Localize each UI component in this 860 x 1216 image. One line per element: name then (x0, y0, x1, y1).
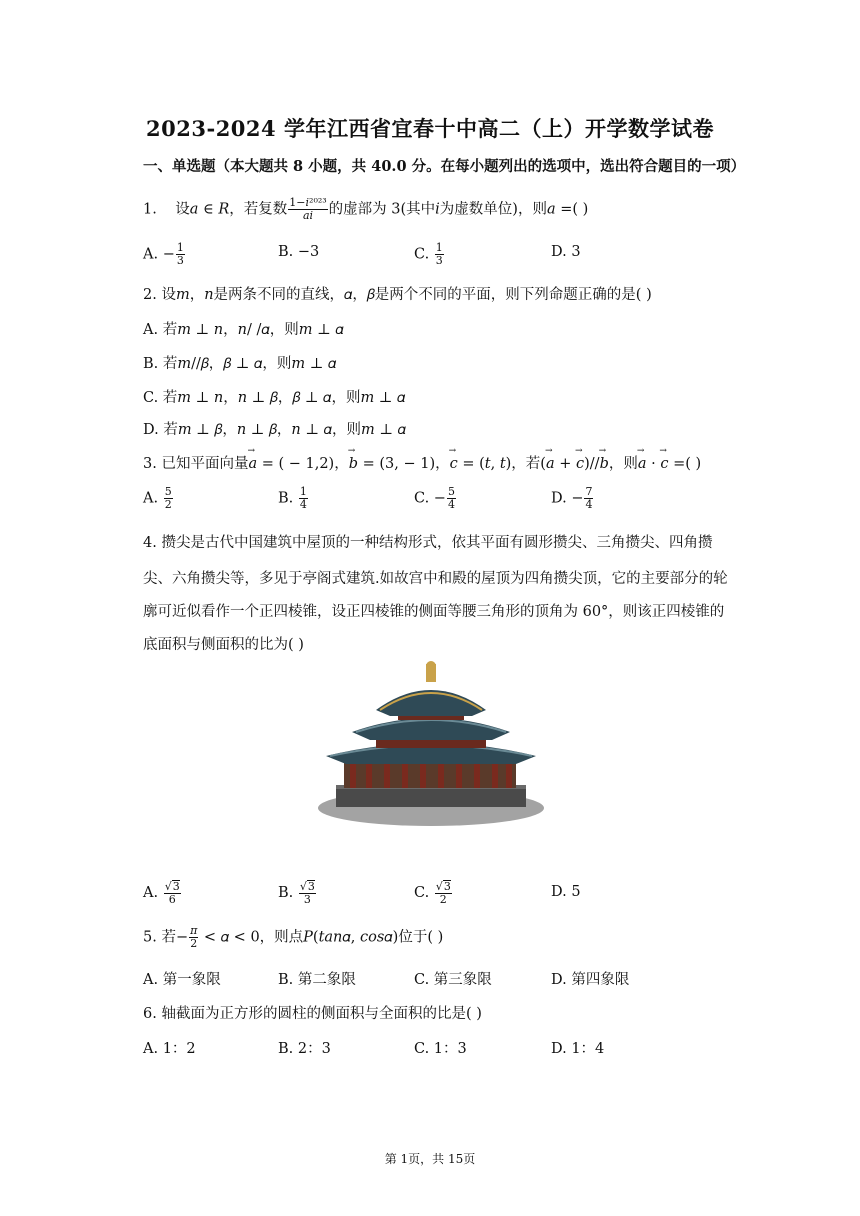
page-title: 2023-2024 学年江西省宜春十中高二（上）开学数学试卷 (146, 116, 714, 141)
question-4-line-3: 廓可近似看作一个正四棱锥，设正四棱锥的侧面等腰三角形的顶角为 60°，则该正四棱锥的 (143, 604, 725, 620)
question-1-stem: 1. 设𝑎 ∈ 𝑅，若复数 $\frac{\text{1−𝑖²⁰²³}}{\text{𝑎𝑖}}$ 的虚部为 3(其中𝑖为虚数单位)，则𝑎 =( ) (143, 196, 589, 222)
q4-option-a: A. $\frac{√3}{6}$ (143, 880, 180, 906)
pavilion-image (316, 660, 546, 832)
q2-option-b: B. 若𝑚//𝛽，𝛽 ⊥ 𝛼，则𝑚 ⊥ 𝛼 (143, 356, 337, 372)
question-4-line-2: 尖、六角攒尖等，多见于亭阁式建筑.如故宫中和殿的屋顶为四角攒尖顶，它的主要部分的轮 (143, 571, 728, 587)
question-6-stem: 6. 轴截面为正方形的圆柱的侧面积与全面积的比是( ) (143, 1006, 482, 1022)
q6-option-a: A. 1：2 (143, 1041, 196, 1057)
q2-option-c: C. 若𝑚 ⊥ 𝑛，𝑛 ⊥ 𝛽，𝛽 ⊥ 𝛼，则𝑚 ⊥ 𝛼 (143, 390, 406, 406)
question-3-stem: 3. 已知平面向量→ 𝑎 = ( − 1,2)，→ 𝑏 = (3, − 1)，→ 𝑐 = (𝑡, 𝑡)，若(→ 𝑎 + → 𝑐)//→ 𝑏，则→ 𝑎 · → 𝑐 =( ) (143, 452, 701, 473)
question-5-stem: 5. 若− $\frac{\text{𝜋}}{2}$ < 𝛼 < 0，则点𝑃(𝑡𝑎𝑛𝛼, 𝑐𝑜𝑠𝛼)位于( ) (143, 924, 444, 950)
q4-option-b: B. $\frac{√3}{3}$ (278, 880, 315, 906)
q5-option-d: D. 第四象限 (551, 972, 630, 988)
q5-option-b: B. 第二象限 (278, 972, 356, 988)
q1-option-d: D. 3 (551, 244, 581, 260)
q2-option-a: A. 若𝑚 ⊥ 𝑛，𝑛/ /𝛼，则𝑚 ⊥ 𝛼 (143, 322, 344, 338)
page-footer: 第 1页，共 15页 (384, 1152, 476, 1166)
q5-option-a: A. 第一象限 (143, 972, 221, 988)
q4-option-c: C. $\frac{√3}{2}$ (414, 880, 451, 906)
q6-option-d: D. 1：4 (551, 1041, 605, 1057)
q1-fraction: $\frac{\text{1−𝑖²⁰²³}}{\text{𝑎𝑖}}$ (289, 196, 327, 222)
q4-option-d: D. 5 (551, 884, 581, 900)
q1-option-a: A. − $\frac{1}{3}$ (143, 241, 184, 267)
question-4-line-1: 4. 攒尖是古代中国建筑中屋顶的一种结构形式，依其平面有圆形攒尖、三角攒尖、四角攒 (143, 535, 713, 551)
q1-option-c: C. $\frac{1}{3}$ (414, 241, 443, 267)
q3-option-b: B. $\frac{1}{4}$ (278, 485, 307, 511)
q6-option-c: C. 1：3 (414, 1041, 467, 1057)
section-heading: 一、单选题（本大题共 8 小题，共 40.0 分。在每小题列出的选项中，选出符合题目的一项） (143, 158, 746, 175)
q2-option-d: D. 若𝑚 ⊥ 𝛽，𝑛 ⊥ 𝛽，𝑛 ⊥ 𝛼，则𝑚 ⊥ 𝛼 (143, 422, 406, 438)
q6-option-b: B. 2：3 (278, 1041, 331, 1057)
question-2-stem: 2. 设𝑚，𝑛是两条不同的直线，𝛼，𝛽是两个不同的平面，则下列命题正确的是( ) (143, 287, 652, 303)
q1-option-b: B. −3 (278, 244, 320, 260)
q3-option-a: A. $\frac{5}{2}$ (143, 485, 172, 511)
q5-option-c: C. 第三象限 (414, 972, 492, 988)
q3-option-c: C. − $\frac{5}{4}$ (414, 485, 455, 511)
question-4-line-4: 底面积与侧面积的比为( ) (143, 637, 304, 653)
q3-option-d: D. − $\frac{7}{4}$ (551, 485, 593, 511)
